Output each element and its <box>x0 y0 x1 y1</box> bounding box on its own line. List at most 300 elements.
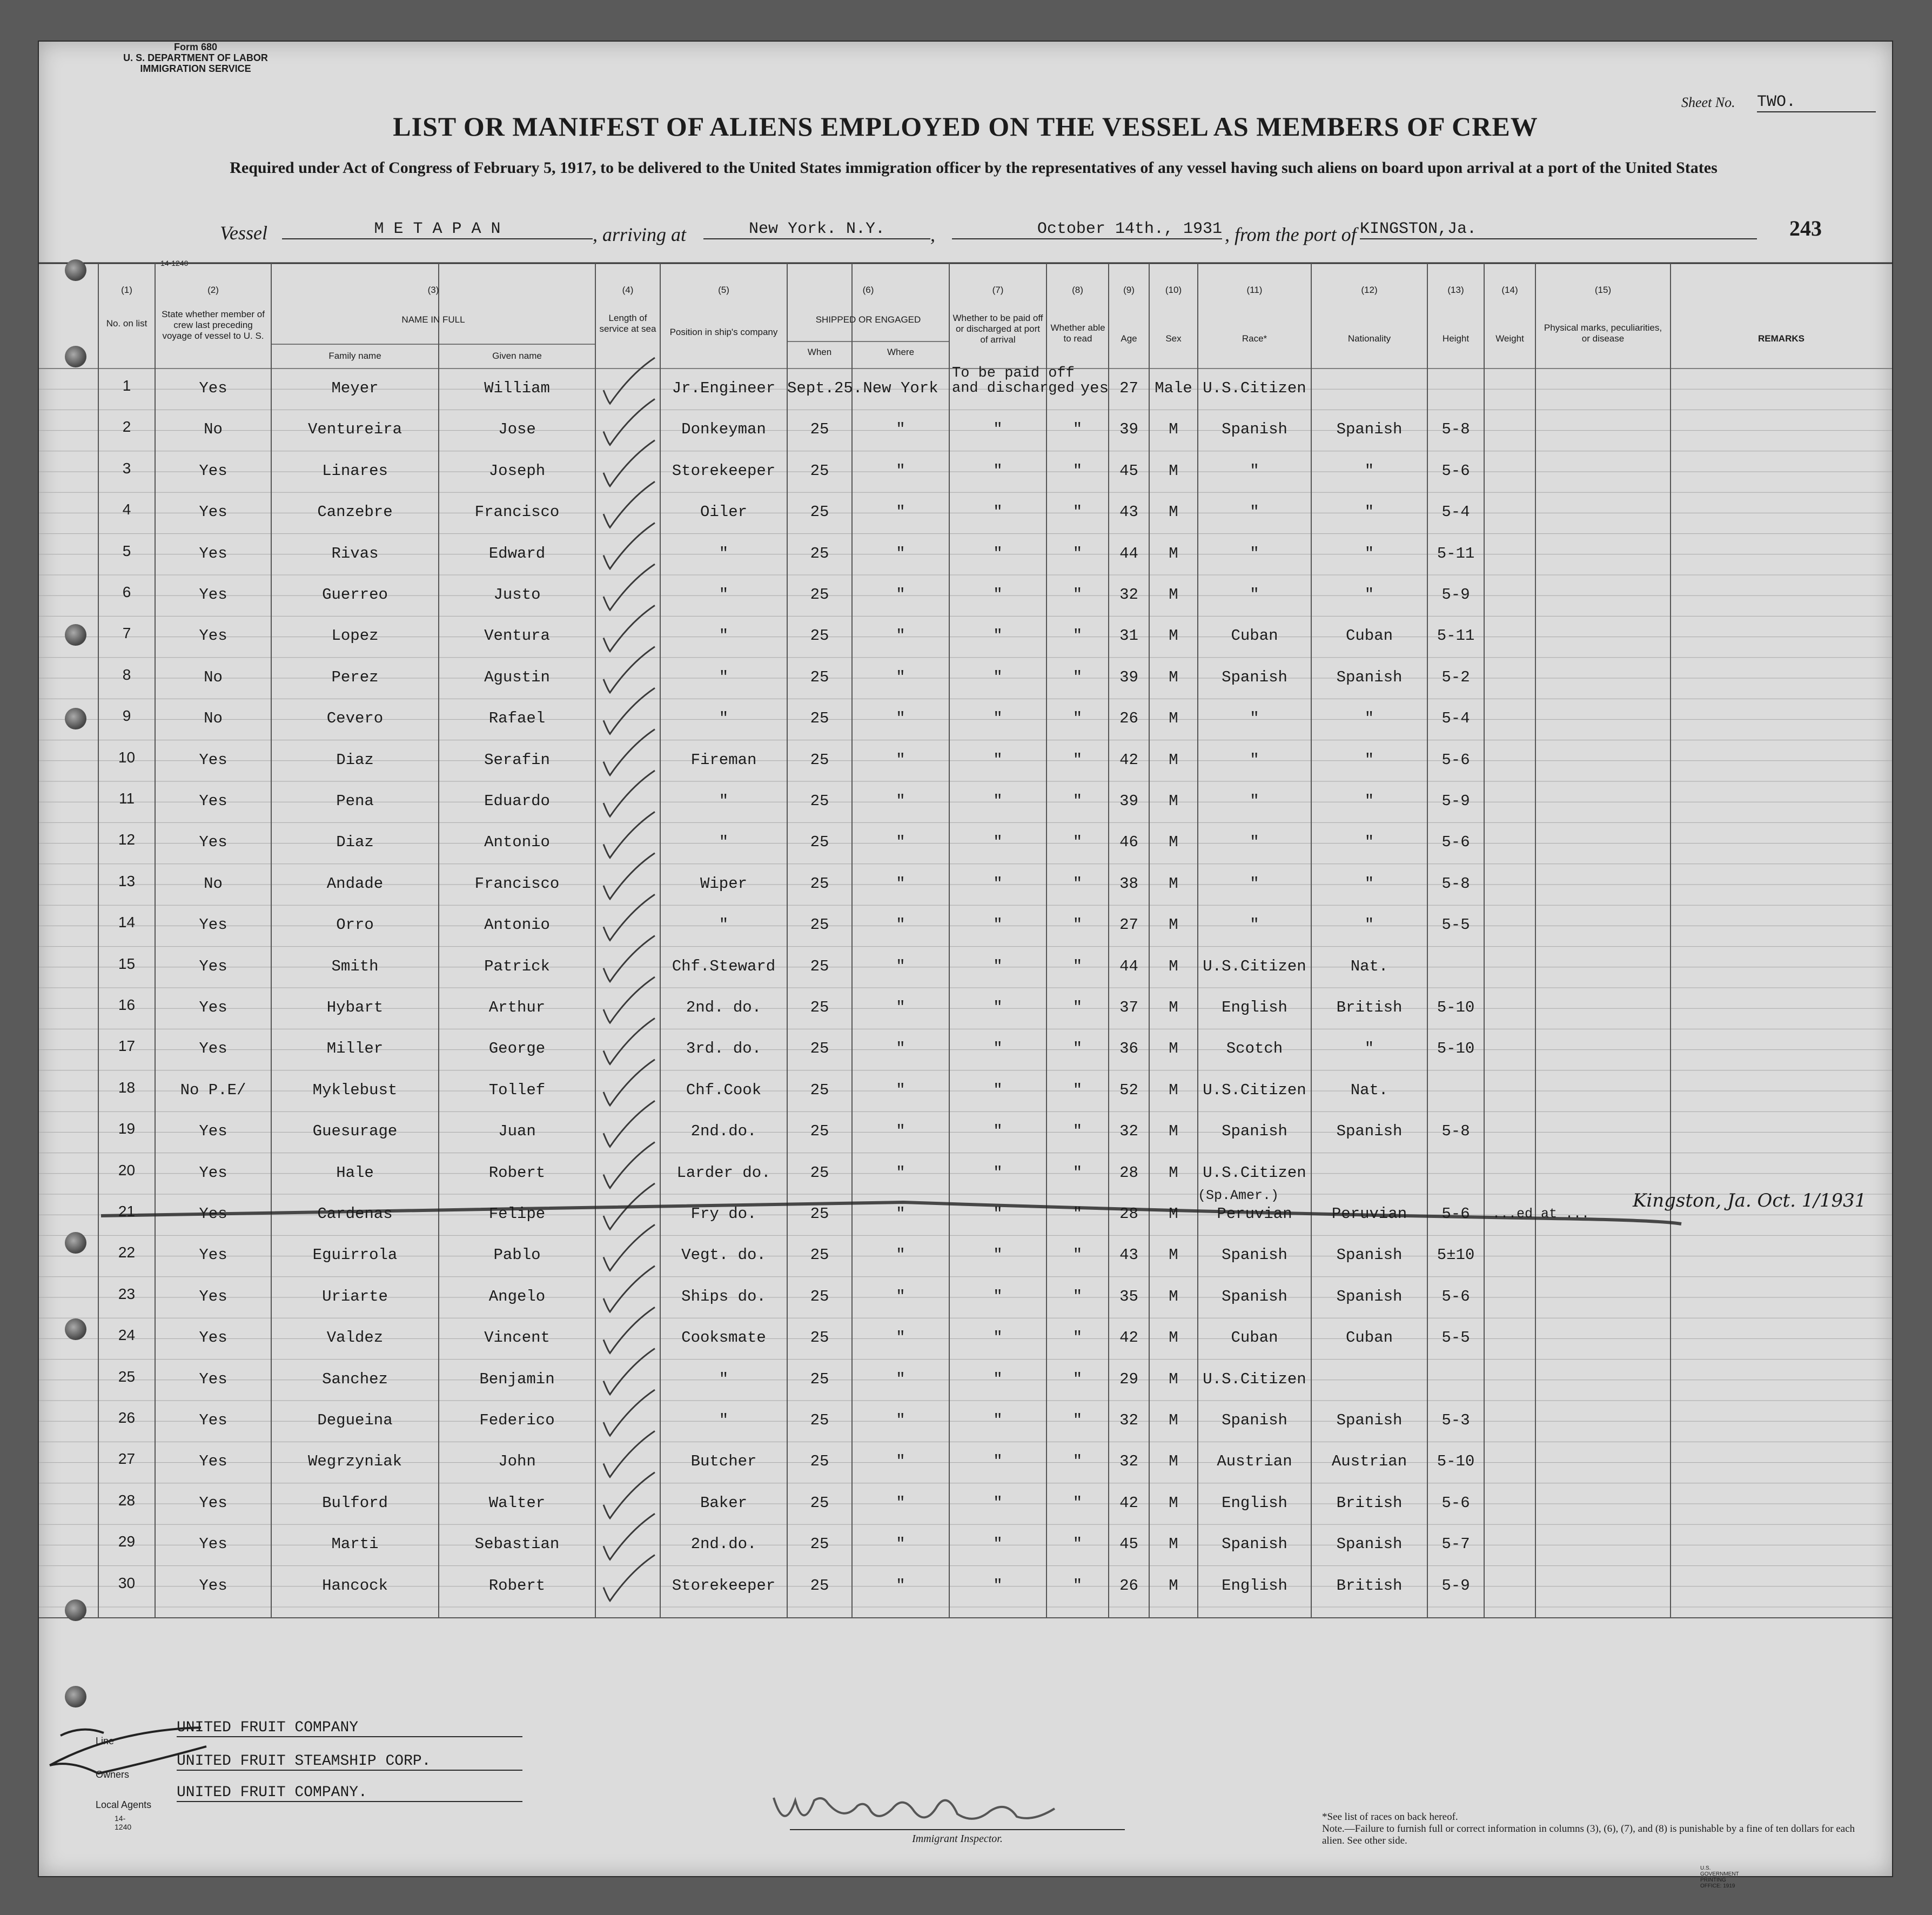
age: 37 <box>1119 999 1138 1016</box>
able-to-read: " <box>1072 751 1083 769</box>
age: 35 <box>1119 1287 1138 1305</box>
printer-mark: U.S. GOVERNMENT PRINTING OFFICE: 1919 <box>1700 1865 1739 1889</box>
column-header-read: Whether able to read <box>1050 323 1105 344</box>
shipped-when: 25 <box>810 792 829 810</box>
race: " <box>1250 874 1259 893</box>
shipped-when: 25 <box>810 668 829 686</box>
sex: M <box>1169 874 1178 893</box>
given-name: Felipe <box>488 1205 546 1223</box>
column-header-shipped: SHIPPED OR ENGAGED <box>815 314 921 325</box>
sex: M <box>1169 709 1178 728</box>
family-name: Sanchez <box>322 1370 388 1388</box>
position: Fireman <box>690 751 757 769</box>
sex: M <box>1169 751 1178 769</box>
shipped-where: New York <box>863 379 938 397</box>
row21-race-note: (Sp.Amer.) <box>1198 1188 1279 1203</box>
service-check-mark <box>603 523 655 569</box>
previous-voyage: Yes <box>199 1370 227 1388</box>
from-port: KINGSTON,Ja. <box>1360 220 1757 239</box>
row-number: 17 <box>118 1037 136 1055</box>
given-name: Juan <box>498 1122 536 1141</box>
age: 39 <box>1119 792 1138 810</box>
position: 3rd. do. <box>686 1040 762 1058</box>
service-check-mark <box>603 1472 655 1518</box>
given-name: Robert <box>488 1163 546 1182</box>
shipped-when: 25 <box>810 420 829 439</box>
row21-handwritten-remark: Kingston, Ja. Oct. 1/1931 <box>1633 1190 1867 1211</box>
given-name: Patrick <box>484 957 550 975</box>
sex: M <box>1169 1370 1178 1388</box>
service-check-mark <box>603 647 655 693</box>
given-name: Edward <box>488 544 546 563</box>
shipped-when: Sept.25. <box>787 379 863 397</box>
paid-off: " <box>993 1411 1003 1429</box>
family-name: Orro <box>336 916 374 934</box>
able-to-read: " <box>1072 833 1083 852</box>
row-number: 12 <box>118 831 136 848</box>
service-check-mark <box>603 1060 655 1106</box>
given-name: Justo <box>493 586 541 604</box>
column-header-age: Age <box>1121 333 1137 344</box>
family-name: Hancock <box>322 1576 388 1595</box>
shipped-where: " <box>896 1122 905 1141</box>
able-to-read: " <box>1072 1163 1083 1182</box>
nationality: Spanish <box>1336 1246 1403 1264</box>
position: Baker <box>700 1494 747 1512</box>
height: 5-5 <box>1441 916 1470 934</box>
service-check-mark <box>603 894 655 940</box>
sex: M <box>1169 461 1178 480</box>
age: 29 <box>1119 1370 1138 1388</box>
able-to-read: " <box>1072 1246 1083 1264</box>
row1-able-to-read: yes <box>1080 379 1109 397</box>
age: 27 <box>1119 379 1138 397</box>
nationality: British <box>1336 1576 1403 1595</box>
shipped-where: " <box>896 1370 905 1388</box>
given-name: Rafael <box>488 709 546 728</box>
able-to-read: " <box>1072 627 1083 645</box>
previous-voyage: Yes <box>199 1287 227 1305</box>
shipped-when: 25 <box>810 957 829 975</box>
from-label: , from the port of <box>1225 224 1357 245</box>
family-name: Diaz <box>336 751 374 769</box>
shipped-where: " <box>896 461 905 480</box>
previous-voyage: Yes <box>199 544 227 563</box>
shipped-where: " <box>896 1576 905 1595</box>
column-number: (2) <box>207 285 219 295</box>
age: 36 <box>1119 1040 1138 1058</box>
column-header-remarks: REMARKS <box>1758 333 1804 344</box>
paid-off: " <box>993 751 1003 769</box>
race: " <box>1250 461 1259 480</box>
column-number: (13) <box>1447 285 1464 295</box>
paid-off: " <box>993 1576 1003 1595</box>
race: English <box>1222 1576 1287 1595</box>
nationality: " <box>1364 916 1374 934</box>
paid-off: " <box>993 709 1003 728</box>
sex: M <box>1169 999 1178 1016</box>
shipped-when: 25 <box>810 586 829 604</box>
height: 5-7 <box>1441 1535 1470 1554</box>
family-name: Degueina <box>317 1411 393 1429</box>
row-number: 20 <box>118 1161 136 1179</box>
row-number: 23 <box>118 1285 136 1302</box>
row-number: 8 <box>122 666 131 683</box>
previous-voyage: Yes <box>199 1329 227 1347</box>
given-name: Benjamin <box>479 1370 555 1388</box>
previous-voyage: Yes <box>199 999 227 1016</box>
family-name: Myklebust <box>312 1081 398 1099</box>
sheet-number: TWO. <box>1757 93 1876 112</box>
shipped-where: " <box>896 916 905 934</box>
height: 5-9 <box>1441 586 1470 604</box>
age: 45 <box>1119 461 1138 480</box>
row-number: 29 <box>118 1533 136 1550</box>
family-name: Ventureira <box>307 420 403 439</box>
height: 5-3 <box>1441 1411 1470 1429</box>
nationality: Spanish <box>1336 668 1403 686</box>
height: 5-11 <box>1437 627 1475 645</box>
paid-off: " <box>993 957 1003 975</box>
nationality: Spanish <box>1336 1122 1403 1141</box>
race: Spanish <box>1222 1246 1287 1264</box>
service-check-mark <box>603 399 655 445</box>
shipped-where: " <box>896 999 905 1016</box>
position: " <box>719 709 729 728</box>
age: 42 <box>1119 1329 1138 1347</box>
height: 5±10 <box>1437 1246 1475 1264</box>
race: U.S.Citizen <box>1203 1081 1306 1099</box>
race: " <box>1250 544 1259 563</box>
given-name: Joseph <box>488 461 546 480</box>
family-name: Rivas <box>331 544 379 563</box>
position: Oiler <box>700 503 747 521</box>
agents-code: 14-1240 <box>115 1814 132 1831</box>
shipped-where: " <box>896 1452 905 1471</box>
age: 32 <box>1119 1452 1138 1471</box>
row-number: 3 <box>122 459 131 477</box>
column-header-race: Race* <box>1242 333 1267 344</box>
binder-hole <box>65 346 86 367</box>
shipped-where: " <box>896 1246 905 1264</box>
line-pen-mark <box>39 1714 217 1779</box>
sex: M <box>1169 503 1178 521</box>
paid-off: " <box>993 916 1003 934</box>
family-name: Guerreo <box>322 586 388 604</box>
nationality: " <box>1364 1040 1374 1058</box>
shipped-where: " <box>896 503 905 521</box>
service-name: IMMIGRATION SERVICE <box>140 63 251 74</box>
height: 5-10 <box>1437 1040 1475 1058</box>
row21-remark: ...ed at ... <box>1492 1206 1590 1222</box>
age: 52 <box>1119 1081 1138 1099</box>
able-to-read: " <box>1072 999 1083 1016</box>
page-subtitle: Required under Act of Congress of February 5, 1917, to be delivered to the United States immigration officer by the representatives of any vessel having such aliens on board upon arrival at a port of the United States <box>230 159 1718 177</box>
shipped-when: 25 <box>810 1452 829 1471</box>
position: 2nd.do. <box>690 1122 757 1141</box>
race: Spanish <box>1222 668 1287 686</box>
previous-voyage: No P.E/ <box>180 1081 246 1099</box>
height: 5-6 <box>1441 461 1470 480</box>
race: U.S.Citizen <box>1203 1163 1306 1182</box>
race: Spanish <box>1222 1411 1287 1429</box>
able-to-read: " <box>1072 544 1083 563</box>
paid-off: " <box>993 1452 1003 1471</box>
shipped-when: 25 <box>810 1576 829 1595</box>
position: " <box>719 544 729 563</box>
previous-voyage: Yes <box>199 916 227 934</box>
able-to-read: " <box>1072 916 1083 934</box>
given-name: Agustin <box>484 668 550 686</box>
sex: M <box>1169 668 1178 686</box>
sex: M <box>1169 1287 1178 1305</box>
column-header-name: NAME IN FULL <box>401 314 465 325</box>
given-name: Vincent <box>484 1329 550 1347</box>
column-header-when: When <box>807 347 832 357</box>
sex: M <box>1169 1329 1178 1347</box>
shipped-when: 25 <box>810 1205 829 1223</box>
age: 26 <box>1119 1576 1138 1595</box>
nationality: " <box>1364 544 1374 563</box>
race: English <box>1222 999 1287 1016</box>
service-check-mark <box>603 1431 655 1477</box>
height: 5-9 <box>1441 1576 1470 1595</box>
family-name: Lopez <box>331 627 379 645</box>
sex: M <box>1169 1246 1178 1264</box>
height: 5-6 <box>1441 1494 1470 1512</box>
column-header-position: Position in ship's company <box>669 327 778 337</box>
sex: M <box>1169 1081 1178 1099</box>
row-number: 16 <box>118 996 136 1013</box>
position: Donkeyman <box>681 420 766 439</box>
service-check-mark <box>603 1224 655 1270</box>
able-to-read: " <box>1072 1535 1083 1554</box>
age: 42 <box>1119 1494 1138 1512</box>
sex: M <box>1169 1494 1178 1512</box>
family-name: Perez <box>331 668 379 686</box>
fine-note: Note.—Failure to furnish full or correct information in columns (3), (6), (7), and (8) is punishable by a fine of ten dollars for each alien. See other side. <box>1322 1823 1855 1846</box>
nationality: Nat. <box>1350 1081 1388 1099</box>
family-name: Valdez <box>326 1329 384 1347</box>
position: 2nd.do. <box>690 1535 757 1554</box>
previous-voyage: Yes <box>199 957 227 975</box>
previous-voyage: Yes <box>199 1205 227 1223</box>
sex: M <box>1169 1535 1178 1554</box>
height: 5-10 <box>1437 999 1475 1016</box>
given-name: Francisco <box>474 874 560 893</box>
position: " <box>719 627 729 645</box>
family-name: Marti <box>331 1535 379 1554</box>
binder-hole <box>65 1318 86 1340</box>
nationality: " <box>1364 503 1374 521</box>
able-to-read: " <box>1072 503 1083 521</box>
shipped-when: 25 <box>810 1370 829 1388</box>
age: 43 <box>1119 1246 1138 1264</box>
height: 5-6 <box>1441 1287 1470 1305</box>
family-name: Smith <box>331 957 379 975</box>
service-check-mark <box>603 977 655 1023</box>
age: 43 <box>1119 503 1138 521</box>
sex: M <box>1169 957 1178 975</box>
able-to-read: " <box>1072 709 1083 728</box>
column-header-sex: Sex <box>1165 333 1182 344</box>
given-name: George <box>488 1040 546 1058</box>
height: 5-6 <box>1441 751 1470 769</box>
family-name: Andade <box>326 874 384 893</box>
nationality: British <box>1336 1494 1403 1512</box>
able-to-read: " <box>1072 668 1083 686</box>
row-number: 9 <box>122 707 131 725</box>
family-name: Pena <box>336 792 374 810</box>
able-to-read: " <box>1072 957 1083 975</box>
able-to-read: " <box>1072 586 1083 604</box>
able-to-read: " <box>1072 1287 1083 1305</box>
nationality: " <box>1364 586 1374 604</box>
shipped-where: " <box>896 751 905 769</box>
race: U.S.Citizen <box>1203 379 1306 397</box>
race: U.S.Citizen <box>1203 957 1306 975</box>
column-header-previous-voyage: State whether member of crew last preceding voyage of vessel to U. S. <box>162 309 265 341</box>
position: Larder do. <box>676 1163 771 1182</box>
row-number: 1 <box>122 377 131 394</box>
paid-off: " <box>993 792 1003 810</box>
able-to-read: " <box>1072 1452 1083 1471</box>
able-to-read: " <box>1072 1040 1083 1058</box>
age: 32 <box>1119 586 1138 604</box>
paid-off: " <box>993 627 1003 645</box>
nationality: Spanish <box>1336 1411 1403 1429</box>
form-number: Form 680 <box>173 42 218 52</box>
age: 28 <box>1119 1163 1138 1182</box>
nationality: Spanish <box>1336 420 1403 439</box>
row-number: 19 <box>118 1120 136 1137</box>
shipped-when: 25 <box>810 461 829 480</box>
family-name: Miller <box>326 1040 384 1058</box>
age: 45 <box>1119 1535 1138 1554</box>
previous-voyage: No <box>204 420 223 439</box>
able-to-read: " <box>1072 1370 1083 1388</box>
service-check-mark <box>603 812 655 858</box>
sex: M <box>1169 833 1178 852</box>
race: " <box>1250 751 1259 769</box>
race: Peruvian <box>1217 1205 1292 1223</box>
shipped-where: " <box>896 1081 905 1099</box>
given-name: Federico <box>479 1411 555 1429</box>
arriving-label: , arriving at <box>593 224 687 245</box>
age: 31 <box>1119 627 1138 645</box>
vessel-name: M E T A P A N <box>282 220 593 239</box>
shipped-when: 25 <box>810 833 829 852</box>
page-number: 243 <box>1789 216 1822 240</box>
previous-voyage: Yes <box>199 792 227 810</box>
service-check-mark <box>603 358 655 404</box>
column-number: (5) <box>718 285 729 295</box>
shipped-where: " <box>896 709 905 728</box>
height: 5-4 <box>1441 709 1470 728</box>
able-to-read: " <box>1072 1329 1083 1347</box>
shipped-when: 25 <box>810 1246 829 1264</box>
age: 42 <box>1119 751 1138 769</box>
row-number: 21 <box>118 1203 136 1220</box>
owners-label: Owners <box>96 1769 130 1780</box>
nationality: Cuban <box>1345 627 1393 645</box>
line-value: UNITED FRUIT COMPANY <box>177 1719 522 1737</box>
column-number: (10) <box>1165 285 1182 295</box>
row-number: 11 <box>118 790 135 807</box>
given-name: Arthur <box>488 999 546 1016</box>
race: Austrian <box>1217 1452 1292 1471</box>
row-number: 5 <box>122 542 131 559</box>
previous-voyage: Yes <box>199 1163 227 1182</box>
column-header-service: Length of service at sea <box>599 313 656 334</box>
shipped-where: " <box>896 1535 905 1554</box>
age: 46 <box>1119 833 1138 852</box>
column-number: (9) <box>1123 285 1135 295</box>
given-name: Eduardo <box>484 792 550 810</box>
height: 5-4 <box>1441 503 1470 521</box>
paid-off: " <box>993 1081 1003 1099</box>
paid-off: " <box>993 1494 1003 1512</box>
given-name: Tollef <box>488 1081 546 1099</box>
shipped-where: " <box>896 792 905 810</box>
shipped-when: 25 <box>810 627 829 645</box>
arrival-year-suffix: 31 <box>1202 220 1222 238</box>
row1-paid-off-note: To be paid off and discharged <box>952 365 1075 397</box>
able-to-read: " <box>1072 1122 1083 1141</box>
service-check-mark <box>603 605 655 651</box>
race: " <box>1250 503 1259 521</box>
row-number: 13 <box>118 872 136 889</box>
row-number: 2 <box>122 418 131 436</box>
shipped-where: " <box>896 874 905 893</box>
sex: M <box>1169 792 1178 810</box>
race: Spanish <box>1222 1287 1287 1305</box>
previous-voyage: Yes <box>199 379 227 397</box>
binder-hole <box>65 1599 86 1621</box>
paid-off: " <box>993 461 1003 480</box>
family-name: Uriarte <box>322 1287 388 1305</box>
shipped-where: " <box>896 420 905 439</box>
previous-voyage: Yes <box>199 1246 227 1264</box>
shipped-when: 25 <box>810 874 829 893</box>
nationality: Peruvian <box>1331 1205 1407 1223</box>
sex: M <box>1169 916 1178 934</box>
previous-voyage: Yes <box>199 1494 227 1512</box>
shipped-when: 25 <box>810 1329 829 1347</box>
row-number: 30 <box>118 1574 136 1591</box>
row-number: 22 <box>118 1244 136 1261</box>
nationality: " <box>1364 874 1374 893</box>
sex: M <box>1169 1452 1178 1471</box>
row-number: 4 <box>122 501 131 518</box>
given-name: Walter <box>488 1494 546 1512</box>
column-header-given-name: Given name <box>492 351 542 361</box>
height: 5-6 <box>1441 833 1470 852</box>
family-name: Hybart <box>326 999 384 1016</box>
service-check-mark <box>603 771 655 816</box>
position: Ships do. <box>681 1287 766 1305</box>
age: 44 <box>1119 957 1138 975</box>
position: Storekeeper <box>672 1576 776 1595</box>
service-check-mark <box>603 1018 655 1064</box>
race: Cuban <box>1231 627 1278 645</box>
shipped-when: 25 <box>810 503 829 521</box>
vessel-label: Vessel <box>220 222 267 244</box>
previous-voyage: Yes <box>199 503 227 521</box>
column-number: (6) <box>862 285 874 295</box>
sex: M <box>1169 544 1178 563</box>
sex: M <box>1169 586 1178 604</box>
